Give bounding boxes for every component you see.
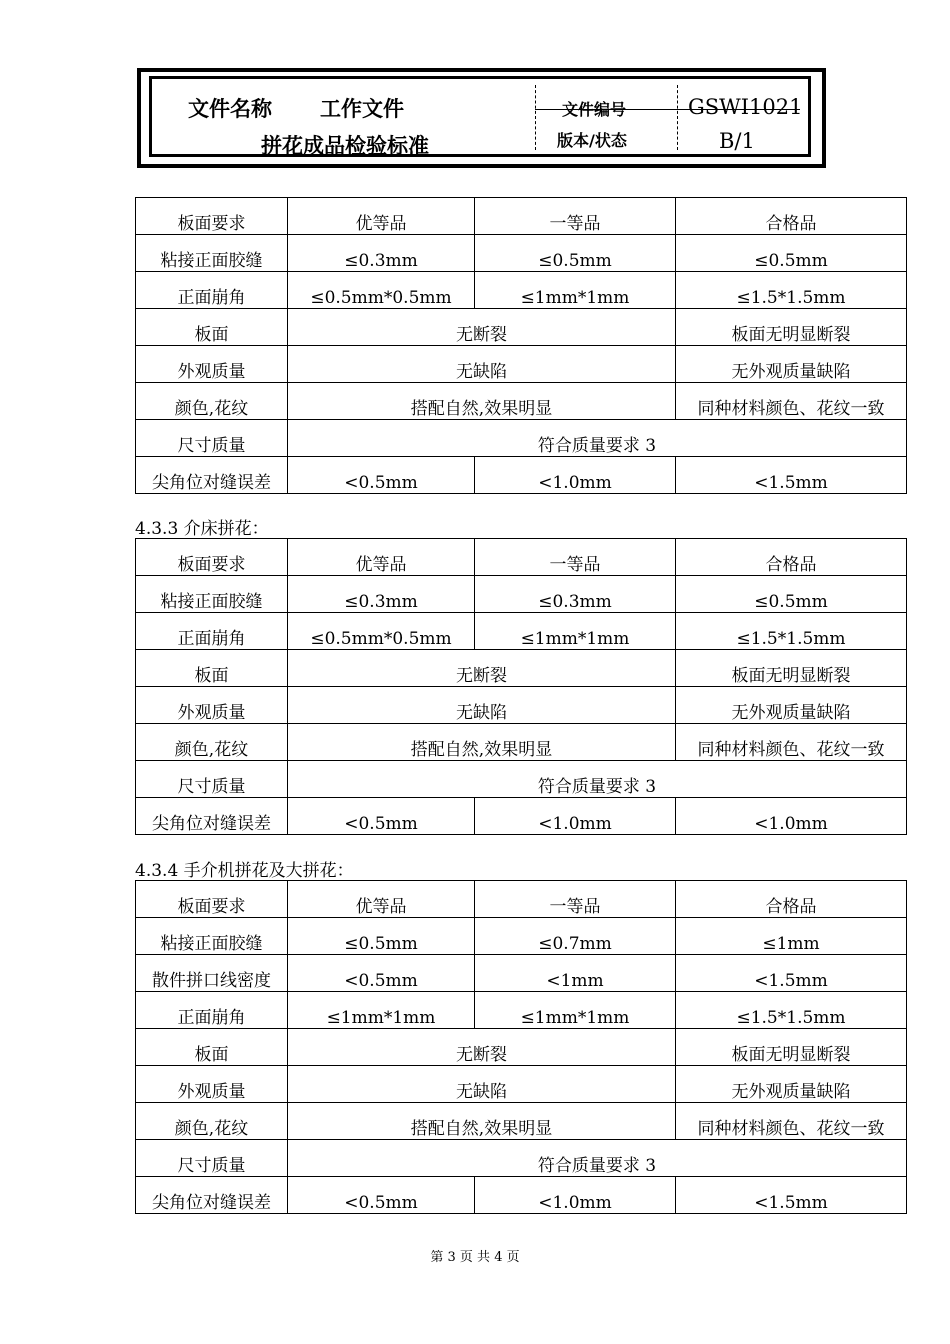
row-label: 正面崩角 bbox=[136, 992, 288, 1029]
table-cell: <1.0mm bbox=[475, 798, 676, 835]
spec-table-1 bbox=[135, 197, 907, 494]
table-header-row bbox=[136, 539, 907, 576]
table-row bbox=[136, 346, 907, 383]
row-label: 粘接正面胶缝 bbox=[136, 235, 288, 272]
table-cell: 无外观质量缺陷 bbox=[676, 687, 907, 724]
table-row bbox=[136, 761, 907, 798]
table-cell: ≤0.5mm*0.5mm bbox=[288, 613, 475, 650]
table-row bbox=[136, 420, 907, 457]
column-header: 合格品 bbox=[676, 198, 907, 235]
table-cell: <1.0mm bbox=[475, 457, 676, 494]
header-title-underline bbox=[156, 155, 804, 156]
merged-cell: 搭配自然,效果明显 bbox=[288, 1103, 676, 1140]
table-row bbox=[136, 1177, 907, 1214]
table-cell: ≤0.3mm bbox=[288, 576, 475, 613]
table-cell: <1.5mm bbox=[676, 955, 907, 992]
column-header: 一等品 bbox=[475, 881, 676, 918]
merged-cell: 无断裂 bbox=[288, 650, 676, 687]
merged-cell: 无断裂 bbox=[288, 309, 676, 346]
merged-cell: 符合质量要求 3 bbox=[288, 420, 907, 457]
table-cell: 板面无明显断裂 bbox=[676, 309, 907, 346]
table-row bbox=[136, 955, 907, 992]
header-divider-right bbox=[677, 85, 678, 150]
spec-table-2 bbox=[135, 538, 907, 835]
table-cell: ≤1.5*1.5mm bbox=[676, 613, 907, 650]
table-row bbox=[136, 272, 907, 309]
row-label: 颜色,花纹 bbox=[136, 724, 288, 761]
page-number: 第 3 页 共 4 页 bbox=[430, 1250, 520, 1265]
row-label: 正面崩角 bbox=[136, 613, 288, 650]
table-cell: <1.5mm bbox=[676, 457, 907, 494]
doc-title: 拼花成品检验标准 bbox=[261, 133, 429, 158]
table-cell: ≤1mm*1mm bbox=[475, 992, 676, 1029]
merged-cell: 符合质量要求 3 bbox=[288, 761, 907, 798]
spec-table-3 bbox=[135, 880, 907, 1214]
table-cell: 板面无明显断裂 bbox=[676, 650, 907, 687]
table-cell: 无外观质量缺陷 bbox=[676, 346, 907, 383]
row-label: 板面 bbox=[136, 1029, 288, 1066]
table-cell: ≤1mm bbox=[676, 918, 907, 955]
table-row bbox=[136, 1140, 907, 1177]
table-cell: ≤1.5*1.5mm bbox=[676, 272, 907, 309]
table-row bbox=[136, 798, 907, 835]
table-cell: ≤0.3mm bbox=[475, 576, 676, 613]
row-label: 尖角位对缝误差 bbox=[136, 1177, 288, 1214]
row-label: 散件拼口线密度 bbox=[136, 955, 288, 992]
row-label: 颜色,花纹 bbox=[136, 1103, 288, 1140]
table-row bbox=[136, 613, 907, 650]
version-label: 版本/状态 bbox=[557, 131, 627, 150]
doc-number-label: 文件编号 bbox=[562, 100, 627, 119]
table-cell: ≤1.5*1.5mm bbox=[676, 992, 907, 1029]
table-row bbox=[136, 724, 907, 761]
table-cell: ≤0.5mm*0.5mm bbox=[288, 272, 475, 309]
table-cell: ≤1mm*1mm bbox=[475, 272, 676, 309]
merged-cell: 符合质量要求 3 bbox=[288, 1140, 907, 1177]
column-header: 板面要求 bbox=[136, 539, 288, 576]
table-cell: ≤1mm*1mm bbox=[475, 613, 676, 650]
row-label: 粘接正面胶缝 bbox=[136, 918, 288, 955]
table-row bbox=[136, 235, 907, 272]
table-cell: ≤1mm*1mm bbox=[288, 992, 475, 1029]
table-cell: <1mm bbox=[475, 955, 676, 992]
table-cell: ≤0.5mm bbox=[288, 918, 475, 955]
row-label: 粘接正面胶缝 bbox=[136, 576, 288, 613]
table-cell: 同种材料颜色、花纹一致 bbox=[676, 383, 907, 420]
table-cell: 板面无明显断裂 bbox=[676, 1029, 907, 1066]
table-row bbox=[136, 383, 907, 420]
merged-cell: 无缺陷 bbox=[288, 687, 676, 724]
doc-type: 工作文件 bbox=[320, 96, 404, 121]
table-row bbox=[136, 687, 907, 724]
column-header: 优等品 bbox=[288, 539, 475, 576]
merged-cell: 搭配自然,效果明显 bbox=[288, 724, 676, 761]
table-cell: <1.0mm bbox=[676, 798, 907, 835]
row-label: 正面崩角 bbox=[136, 272, 288, 309]
row-label: 尺寸质量 bbox=[136, 1140, 288, 1177]
document-header-inner-frame bbox=[149, 76, 811, 157]
row-label: 外观质量 bbox=[136, 687, 288, 724]
table-cell: ≤0.5mm bbox=[475, 235, 676, 272]
table-cell: <1.5mm bbox=[676, 1177, 907, 1214]
table-cell: 同种材料颜色、花纹一致 bbox=[676, 1103, 907, 1140]
table-cell: ≤0.7mm bbox=[475, 918, 676, 955]
column-header: 优等品 bbox=[288, 881, 475, 918]
row-label: 板面 bbox=[136, 309, 288, 346]
table-cell: <1.0mm bbox=[475, 1177, 676, 1214]
table-cell: ≤0.5mm bbox=[676, 576, 907, 613]
table-cell: ≤0.5mm bbox=[676, 235, 907, 272]
table-header-row bbox=[136, 198, 907, 235]
row-label: 尺寸质量 bbox=[136, 420, 288, 457]
header-divider-left bbox=[535, 85, 536, 150]
section-title: 4.3.3 介床拼花： bbox=[135, 519, 269, 539]
column-header: 合格品 bbox=[676, 881, 907, 918]
row-label: 外观质量 bbox=[136, 1066, 288, 1103]
table-cell: <0.5mm bbox=[288, 798, 475, 835]
table-cell: ≤0.3mm bbox=[288, 235, 475, 272]
table-row bbox=[136, 1029, 907, 1066]
row-label: 外观质量 bbox=[136, 346, 288, 383]
merged-cell: 无断裂 bbox=[288, 1029, 676, 1066]
table-cell: 同种材料颜色、花纹一致 bbox=[676, 724, 907, 761]
column-header: 板面要求 bbox=[136, 198, 288, 235]
table-cell: <0.5mm bbox=[288, 1177, 475, 1214]
row-label: 颜色,花纹 bbox=[136, 383, 288, 420]
column-header: 一等品 bbox=[475, 539, 676, 576]
table-row bbox=[136, 576, 907, 613]
column-header: 优等品 bbox=[288, 198, 475, 235]
table-cell: 无外观质量缺陷 bbox=[676, 1066, 907, 1103]
table-row bbox=[136, 1066, 907, 1103]
table-cell: <0.5mm bbox=[288, 955, 475, 992]
row-label: 尖角位对缝误差 bbox=[136, 798, 288, 835]
version-value: B/1 bbox=[719, 129, 755, 153]
row-label: 板面 bbox=[136, 650, 288, 687]
table-row bbox=[136, 1103, 907, 1140]
column-header: 板面要求 bbox=[136, 881, 288, 918]
column-header: 合格品 bbox=[676, 539, 907, 576]
merged-cell: 搭配自然,效果明显 bbox=[288, 383, 676, 420]
doc-name-label: 文件名称 bbox=[188, 96, 272, 121]
merged-cell: 无缺陷 bbox=[288, 1066, 676, 1103]
table-row bbox=[136, 457, 907, 494]
merged-cell: 无缺陷 bbox=[288, 346, 676, 383]
table-header-row bbox=[136, 881, 907, 918]
doc-number: GSWI1021 bbox=[688, 95, 803, 119]
row-label: 尺寸质量 bbox=[136, 761, 288, 798]
table-row bbox=[136, 650, 907, 687]
table-row bbox=[136, 918, 907, 955]
column-header: 一等品 bbox=[475, 198, 676, 235]
table-row bbox=[136, 309, 907, 346]
table-cell: <0.5mm bbox=[288, 457, 475, 494]
document-header bbox=[137, 68, 826, 168]
section-title: 4.3.4 手介机拼花及大拼花： bbox=[135, 861, 354, 881]
row-label: 尖角位对缝误差 bbox=[136, 457, 288, 494]
table-row bbox=[136, 992, 907, 1029]
